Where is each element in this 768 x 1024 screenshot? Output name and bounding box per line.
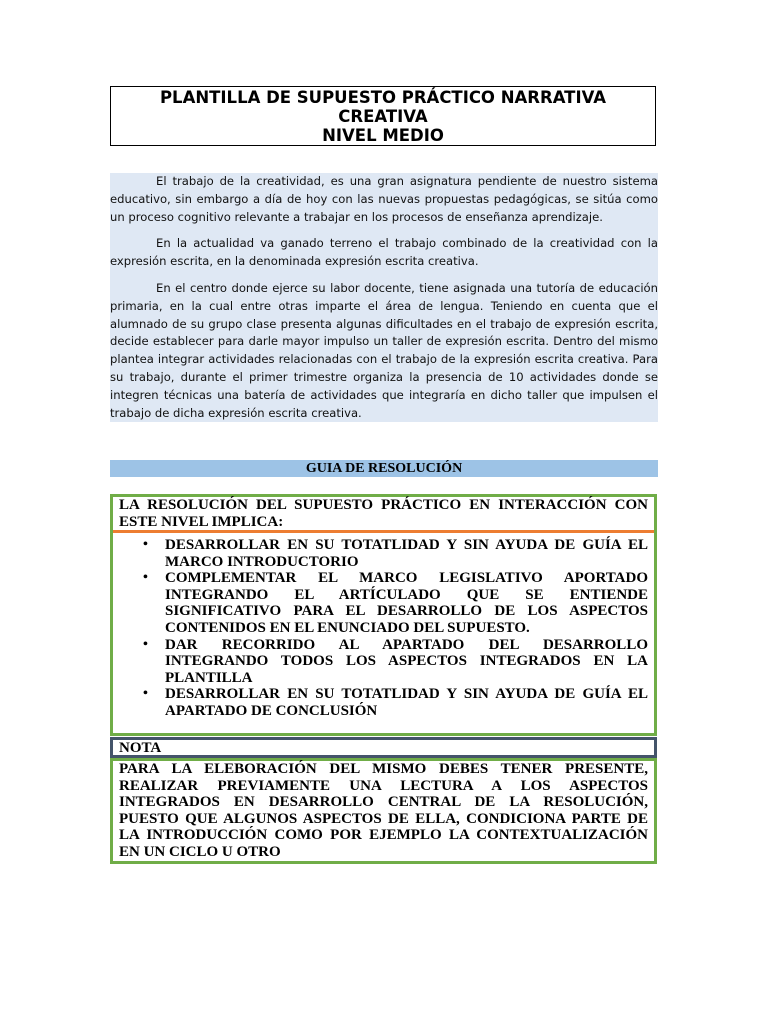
note-text: PARA LA ELEBORACIÓN DEL MISMO DEBES TENER PRESENTE, REALIZAR PREVIAMENTE UNA LECTURA A LOS ASPECTOS INTEGRADOS EN DESARROLLO CENTRAL DE LA RESOLUCIÓN, PUESTO QUE ALGUNOS ASPECTOS DE ELLA, CONDICIONA PARTE DE LA INTRODUCCIÓN COMO POR EJEMPLO LA CONTEXTUALIZACIÓN EN UN CICLO U OTRO [110,758,657,864]
intro-paragraph-3: En el centro donde ejerce su labor docente, tiene asignada una tutoría de educación primaria, en la cual entre otras imparte el área de lengua. Teniendo en cuenta que el alumnado de su grupo clase presenta algunas dificultades en el trabajo de expresión escrita, decide establecer para darle mayor impulso un taller de expresión escrita. Dentro del mismo plantea integrar actividades relacionadas con el trabajo de la expresión escrita creativa. Para su trabajo, durante el primer trimestre organiza la presencia de 10 actividades donde se integren técnicas una batería de actividades que integraría en dicho taller que impulsen el trabajo de dicha expresión escrita creativa. [110,280,658,420]
list-item: • DESARROLLAR EN SU TOTATLIDAD Y SIN AYUDA DE GUÍA EL APARTADO DE CONCLUSIÓN [143,686,648,719]
guide-heading: GUIA DE RESOLUCIÓN [110,460,658,477]
bullet-icon: • [143,570,148,586]
title-line-3: NIVEL MEDIO [322,126,444,145]
document-title [110,86,656,146]
title-line-1: PLANTILLA DE SUPUESTO PRÁCTICO NARRATIVA [159,88,607,107]
bullet-icon: • [143,537,148,552]
title-line-2: CREATIVA [338,107,428,126]
implies-list [113,537,654,720]
list-item: • COMPLEMENTAR EL MARCO LEGISLATIVO APORTADO INTEGRANDO EL ARTÍCULADO QUE SE ENTIENDE SIGNIFICATIVO PARA EL DESARROLLO DE LOS ASPECTOS CONTENIDOS EN EL ENUNCIADO DEL SUPUESTO. [143,570,648,636]
intro-section [110,173,658,422]
implies-box [110,494,657,736]
implies-heading: LA RESOLUCIÓN DEL SUPUESTO PRÁCTICO EN INTERACCIÓN CON ESTE NIVEL IMPLICA: [113,497,654,533]
list-item: • DESARROLLAR EN SU TOTATLIDAD Y SIN AYUDA DE GUÍA EL MARCO INTRODUCTORIO [143,537,648,570]
bullet-icon: • [143,636,148,652]
intro-paragraph-1: El trabajo de la creatividad, es una gran asignatura pendiente de nuestro sistema educativo, sin embargo a día de hoy con las nuevas propuestas pedagógicas, se sitúa como un proceso cognitivo relevante a trabajar en los procesos de enseñanza aprendizaje. [110,174,658,224]
bullet-icon: • [143,686,148,702]
note-label: NOTA [110,737,657,758]
intro-paragraph-2: En la actualidad va ganado terreno el trabajo combinado de la creatividad con la expresión escrita, en la denominada expresión escrita creativa. [110,236,658,269]
list-item: • DAR RECORRIDO AL APARTADO DEL DESARROLLO INTEGRANDO TODOS LOS ASPECTOS INTEGRADOS EN LA PLANTILLA [143,636,648,686]
